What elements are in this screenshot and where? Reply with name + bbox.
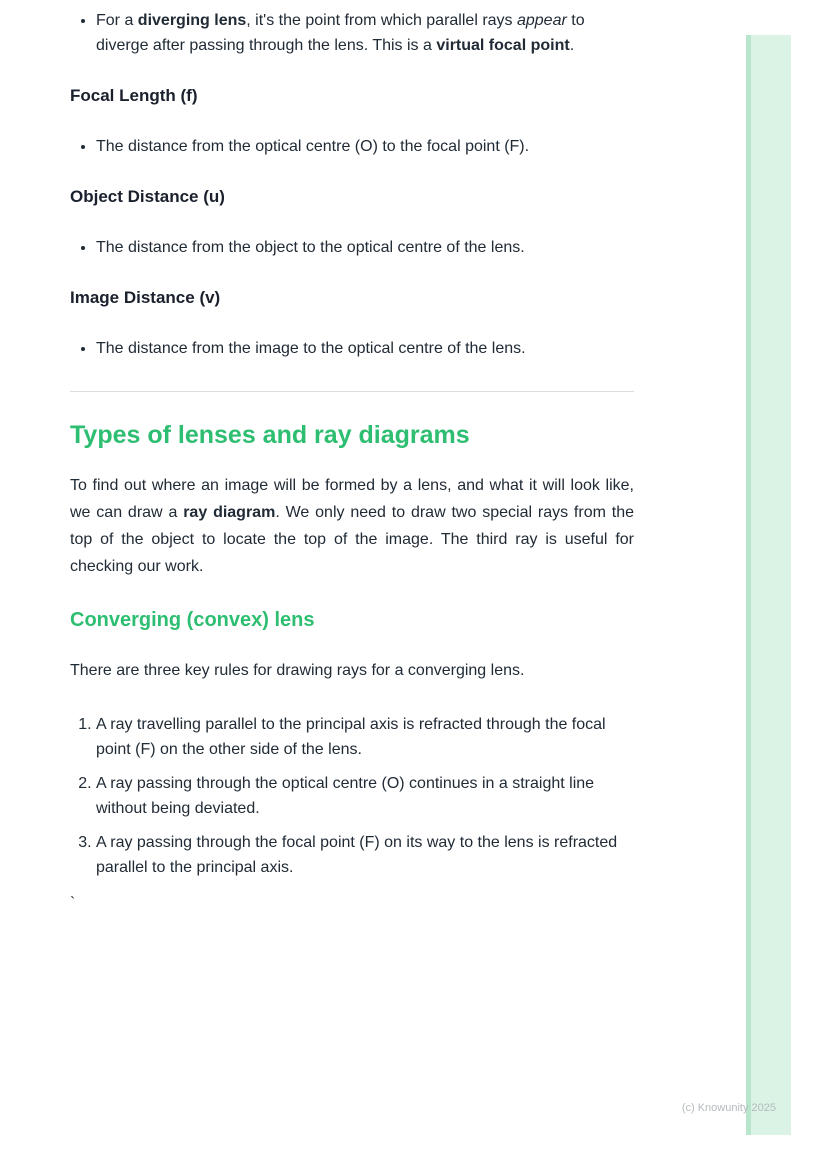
list-item-rule-2: 2. A ray passing through the optical centre (O) continues in a straight line without being deviated. bbox=[96, 771, 634, 821]
heading-image-distance: Image Distance (v) bbox=[70, 288, 221, 307]
list-item: • The distance from the image to the optical centre of the lens. bbox=[96, 336, 634, 361]
footer-copyright: (c) Knowunity 2025 bbox=[681, 1102, 776, 1114]
rich-text: To find out where an image will be formed by a lens, and what it will look like, we can draw a ray diagram. We only need to draw two special rays from the top of the object to locate the top of the image. The third ray is useful for checking our work. bbox=[70, 477, 635, 575]
list-item-rule-1: 1. A ray travelling parallel to the principal axis is refracted through the focal point (F) on the other side of the lens. bbox=[96, 712, 634, 762]
document-content bbox=[70, 8, 634, 914]
bullet-list-focal-length bbox=[70, 134, 634, 159]
subsection-title-converging-lens: Converging (convex) lens bbox=[70, 609, 315, 631]
list-item: • The distance from the object to the optical centre of the lens. bbox=[96, 235, 634, 260]
rich-text: For a diverging lens, it's the point from which parallel rays appear to diverge after passing through the lens. This is a virtual focal point. bbox=[96, 12, 585, 54]
bullet-list-object-distance bbox=[70, 235, 634, 260]
paragraph-ray-diagram-intro bbox=[70, 472, 634, 580]
list-item: • The distance from the optical centre (O) to the focal point (F). bbox=[96, 134, 634, 159]
heading-focal-length: Focal Length (f) bbox=[70, 86, 198, 105]
stray-backtick-character: ` bbox=[70, 895, 76, 912]
list-item bbox=[96, 8, 634, 58]
section-title-types-of-lenses: Types of lenses and ray diagrams bbox=[70, 421, 470, 449]
heading-object-distance: Object Distance (u) bbox=[70, 187, 225, 206]
section-divider bbox=[70, 391, 634, 392]
page-edge-decoration bbox=[746, 35, 791, 1135]
list-item-rule-3: 3. A ray passing through the focal point (F) on its way to the lens is refracted parallel to the principal axis. bbox=[96, 830, 634, 880]
paragraph-three-rules-intro: There are three key rules for drawing rays for a converging lens. bbox=[70, 662, 525, 679]
numbered-list-ray-rules bbox=[70, 712, 634, 880]
bullet-list-diverging bbox=[70, 8, 634, 58]
bullet-list-image-distance bbox=[70, 336, 634, 361]
